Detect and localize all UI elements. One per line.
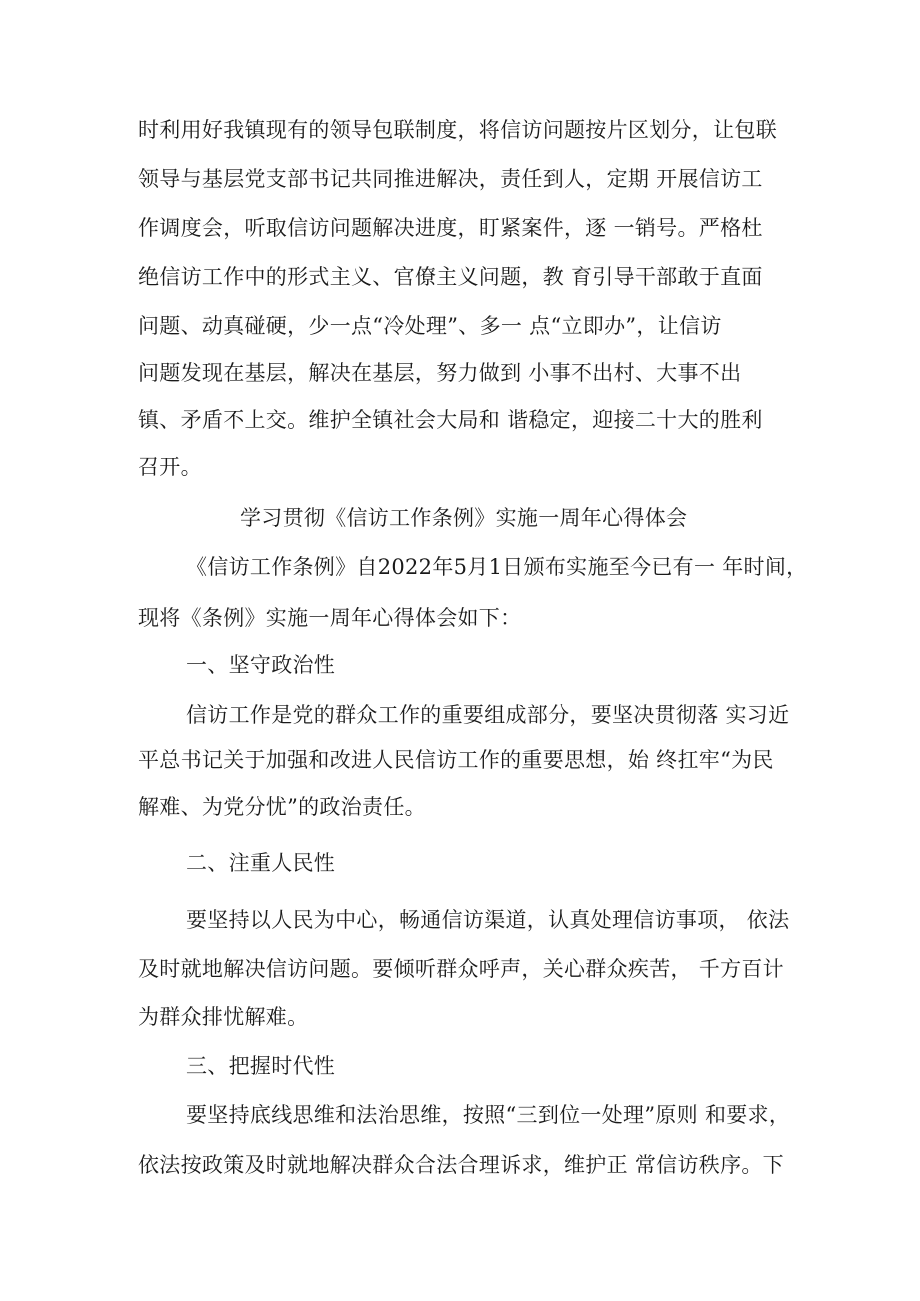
paragraph-line: 要坚持底线思维和法治思维，按照“三到位一处理”原则 和要求， [186,1103,791,1127]
document-title: 学习贯彻《信访工作条例》实施一周年心得体会 [240,506,688,530]
paragraph-line: 时利用好我镇现有的领导包联制度，将信访问题按片区划分，让包联 [138,118,777,142]
paragraph-line: 问题发现在基层，解决在基层，努力做到 小事不出村、大事不出 [138,361,742,385]
paragraph-line: 问题、动真碰硬，少一点“冷处理”、多一 点“立即办”，让信访 [138,314,722,338]
paragraph-line: 平总书记关于加强和改进人民信访工作的重要思想，始 终扛牢“为民 [138,748,774,772]
section-heading: 一、坚守政治性 [186,653,336,677]
paragraph-line: 绝信访工作中的形式主义、官僚主义问题，教 育引导干部敢于直面 [138,265,763,289]
paragraph-line: 镇、矛盾不上交。维护全镇社会大局和 谐稳定，迎接二十大的胜利 [138,408,763,432]
intro-line: 现将《条例》实施一周年心得体会如下： [138,606,522,630]
section-heading: 二、注重人民性 [186,851,336,875]
paragraph-line: 召开。 [138,455,202,479]
intro-line: 《信访工作条例》自2022年5月1日颁布实施至今已有一 年时间， [186,555,808,579]
paragraph-line: 依法按政策及时就地解决群众合法合理诉求，维护正 常信访秩序。下 [138,1153,784,1177]
section-heading: 三、把握时代性 [186,1054,336,1078]
paragraph-line: 解难、为党分忧”的政治责任。 [138,795,426,819]
paragraph-line: 及时就地解决信访问题。要倾听群众呼声，关心群众疾苦， 千方百计 [138,957,784,981]
paragraph-line: 信访工作是党的群众工作的重要组成部分，要坚决贯彻落 实习近 [186,703,790,727]
paragraph-line: 领导与基层党支部书记共同推进解决，责任到人，定期 开展信访工 [138,167,763,191]
paragraph-line: 为群众排忧解难。 [138,1005,309,1029]
paragraph-line: 作调度会，听取信访问题解决进度，盯紧案件，逐 一销号。严格杜 [138,216,763,240]
paragraph-line: 要坚持以人民为中心，畅通信访渠道，认真处理信访事项， 依法 [186,908,790,932]
